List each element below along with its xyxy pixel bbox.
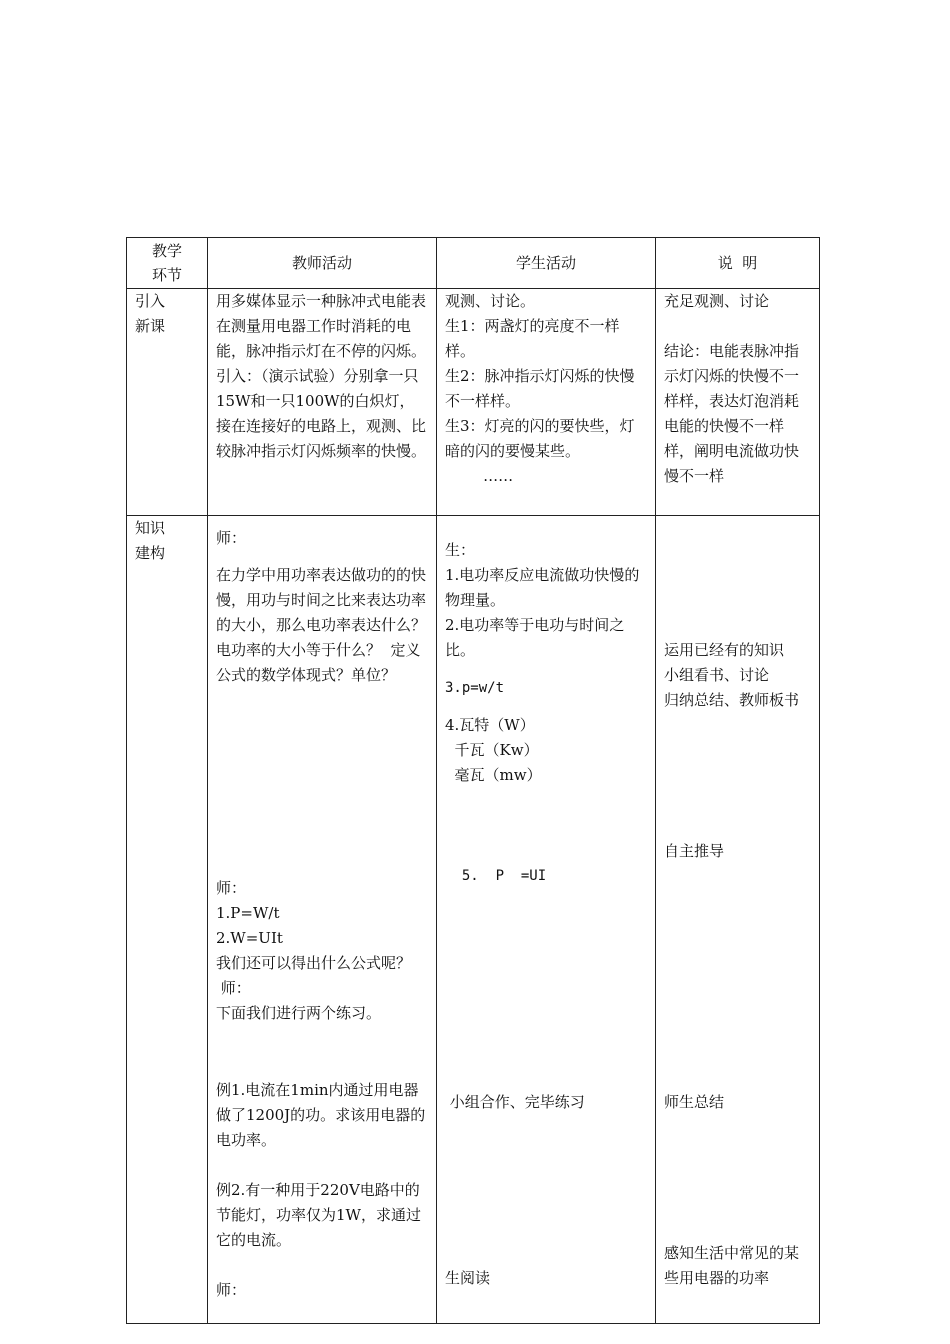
teacher-text: 在力学中用功率表达做功的的快慢，用功与时间之比来表达功率的大小，那么电功率表达什么？电功率的大小等于什么？ 定义公式的数学体现式？单位？ bbox=[216, 566, 427, 684]
stage-label: 引入 新课 bbox=[135, 292, 166, 335]
note-text: 感知生活中常见的某些用电器的功率 bbox=[664, 1244, 800, 1287]
table-row-intro bbox=[127, 289, 820, 516]
formula: 5. P =UI bbox=[445, 868, 547, 884]
student-text: 观测、讨论。 生1：两盏灯的亮度不一样样。 生2：脉冲指示灯闪烁的快慢不一样样。 生3：灯亮的闪的要快些，灯暗的闪的要慢某些。 …… bbox=[445, 292, 635, 485]
header-student: 学生活动 bbox=[437, 238, 656, 289]
student-cell bbox=[437, 289, 656, 516]
student-text: 小组合作、完毕练习 bbox=[445, 1093, 585, 1111]
teacher-text: 师： bbox=[216, 529, 247, 547]
example-1: 例1.电流在1min内通过用电器做了1200J的功。求该用电器的电功率。 bbox=[216, 1081, 426, 1149]
note-cell bbox=[656, 289, 820, 516]
formula: 3.p=w/t bbox=[445, 680, 505, 696]
student-cell bbox=[437, 516, 656, 1324]
header-stage: 教学 环节 bbox=[127, 238, 208, 289]
note-text: 师生总结 bbox=[664, 1093, 725, 1111]
note-cell bbox=[656, 516, 820, 1324]
lesson-plan-table bbox=[126, 237, 820, 1324]
header-note: 说 明 bbox=[656, 238, 820, 289]
header-teacher: 教师活动 bbox=[208, 238, 437, 289]
table-row-knowledge bbox=[127, 516, 820, 1324]
stage-cell bbox=[127, 516, 208, 1324]
teacher-cell bbox=[208, 516, 437, 1324]
table-header-row bbox=[127, 238, 820, 289]
note-text: 运用已经有的知识 小组看书、讨论 归纳总结、教师板书 bbox=[664, 641, 800, 709]
teacher-text: 用多媒体显示一种脉冲式电能表在测量用电器工作时消耗的电能，脉冲指示灯在不停的闪烁。 引入：（演示试验）分别拿一只15W和一只100W的白炽灯，接在连接好的电路上，观测、比较脉冲指示灯闪烁频率的快慢。 bbox=[216, 292, 427, 460]
student-text: 生阅读 bbox=[445, 1269, 491, 1287]
teacher-text: 师： 1.P=W/t 2.W=UIt 我们还可以得出什么公式呢？ 师： 下面我们进行两个练习。 bbox=[216, 879, 412, 1022]
stage-label: 知识 建构 bbox=[135, 519, 166, 562]
teacher-text: 师： bbox=[216, 1281, 247, 1299]
student-text: 生： 1.电功率反应电流做功快慢的物理量。 2.电功率等于电功与时间之比。 bbox=[445, 541, 640, 659]
note-text: 充足观测、讨论 bbox=[664, 292, 770, 310]
stage-cell bbox=[127, 289, 208, 516]
teacher-cell bbox=[208, 289, 437, 516]
unit-list: 4.瓦特（W） 千瓦（Kw） 毫瓦（mw） bbox=[445, 716, 542, 784]
note-text: 自主推导 bbox=[664, 842, 725, 860]
note-text: 结论：电能表脉冲指示灯闪烁的快慢不一样样，表达灯泡消耗电能的快慢不一样样，阐明电流做功快慢不一样 bbox=[664, 342, 800, 485]
example-2: 例2.有一种用于220V电路中的节能灯，功率仅为1W，求通过它的电流。 bbox=[216, 1181, 421, 1249]
